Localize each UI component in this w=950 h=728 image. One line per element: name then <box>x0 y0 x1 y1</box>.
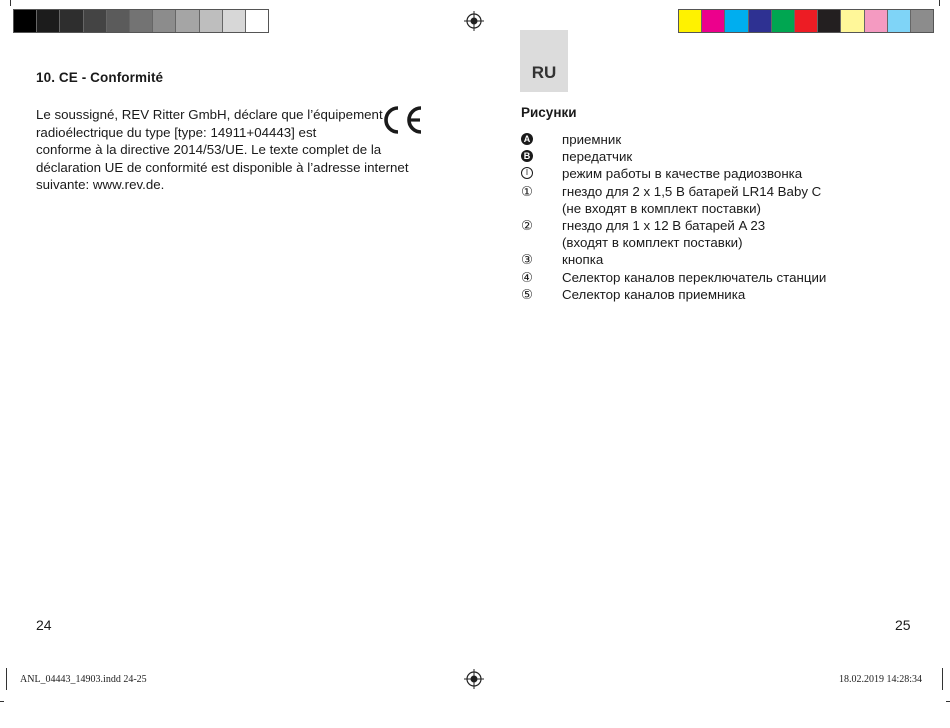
crop-mark <box>6 668 7 690</box>
legend-marker: ④ <box>521 269 533 285</box>
grayscale-color-bar <box>13 9 269 33</box>
color-swatch <box>841 10 864 32</box>
legend-marker: ③ <box>521 252 533 268</box>
legend-marker: ① <box>521 183 533 199</box>
figures-heading: Рисунки <box>521 105 577 120</box>
ce-text-line: radioélectrique du type [type: 14911+04443] est <box>36 124 317 140</box>
legend-item <box>521 286 826 303</box>
legend-item <box>521 251 826 268</box>
legend-text: гнездо для 1 x 12 В батарей A 23 (входят в комплект поставки) <box>562 218 766 251</box>
crop-mark <box>939 0 940 6</box>
registration-mark-icon <box>464 11 484 31</box>
legend-text: приемник <box>562 132 622 147</box>
language-tab <box>520 30 568 92</box>
legend-marker: ② <box>521 218 533 234</box>
color-swatch <box>818 10 841 32</box>
legend-text: передатчик <box>562 149 633 165</box>
section-heading-ce: 10. CE - Conformité <box>36 70 164 85</box>
page-number-right: 25 <box>895 617 911 633</box>
gray-swatch <box>176 10 199 32</box>
legend-text: кнопка <box>562 252 604 268</box>
color-swatch <box>725 10 748 32</box>
gray-swatch <box>37 10 60 32</box>
color-swatch <box>911 10 933 32</box>
color-swatch <box>702 10 725 32</box>
gray-swatch <box>107 10 130 32</box>
gray-swatch <box>200 10 223 32</box>
color-swatch <box>888 10 911 32</box>
legend-marker: B <box>521 150 533 162</box>
ce-text-line: suivante: www.rev.de. <box>36 177 165 193</box>
legend-item <box>521 183 826 217</box>
legend-item <box>521 148 826 165</box>
legend-marker: A <box>521 133 533 145</box>
legend-item <box>521 269 826 286</box>
figure-legend-list <box>521 131 826 303</box>
color-swatch <box>679 10 702 32</box>
color-swatch <box>749 10 772 32</box>
color-swatch <box>772 10 795 32</box>
gray-swatch <box>84 10 107 32</box>
legend-item <box>521 165 826 182</box>
gray-swatch <box>246 10 268 32</box>
ce-mark-icon <box>378 103 426 137</box>
gray-swatch <box>130 10 153 32</box>
ce-declaration-text <box>36 106 416 194</box>
gray-swatch <box>14 10 37 32</box>
crop-mark <box>10 0 11 6</box>
legend-text: гнездо для 2 x 1,5 В батарей LR14 Baby C (не входят в комплект поставки) <box>562 183 822 216</box>
legend-item <box>521 131 826 148</box>
color-swatch <box>795 10 818 32</box>
gray-swatch <box>60 10 83 32</box>
legend-text: Селектор каналов переключатель станции <box>562 269 827 285</box>
page-number-left: 24 <box>36 617 52 633</box>
crop-mark <box>946 701 950 702</box>
legend-text: режим работы в качестве радиозвонка <box>562 166 803 182</box>
language-tab-label: RU <box>531 63 557 82</box>
ce-text-line: Le soussigné, REV Ritter GmbH, déclare que l’équipement <box>36 107 383 122</box>
registration-mark-icon <box>464 669 484 689</box>
footer-file-label: ANL_04443_14903.indd 24-25 <box>20 674 147 685</box>
color-swatch <box>865 10 888 32</box>
legend-marker: ⑤ <box>521 286 533 302</box>
gray-swatch <box>223 10 246 32</box>
ce-text-line: déclaration UE de conformité est disponible à l’adresse internet <box>36 159 409 175</box>
ce-text-line: conforme à la directive 2014/53/UE. Le texte complet de la <box>36 142 382 158</box>
footer-timestamp: 18.02.2019 14:28:34 <box>839 674 923 685</box>
crop-mark <box>0 701 4 702</box>
legend-marker: I <box>521 167 533 179</box>
legend-text: Селектор каналов приемника <box>562 286 746 302</box>
legend-item <box>521 217 826 251</box>
process-color-bar <box>678 9 934 33</box>
gray-swatch <box>153 10 176 32</box>
crop-mark <box>942 668 943 690</box>
